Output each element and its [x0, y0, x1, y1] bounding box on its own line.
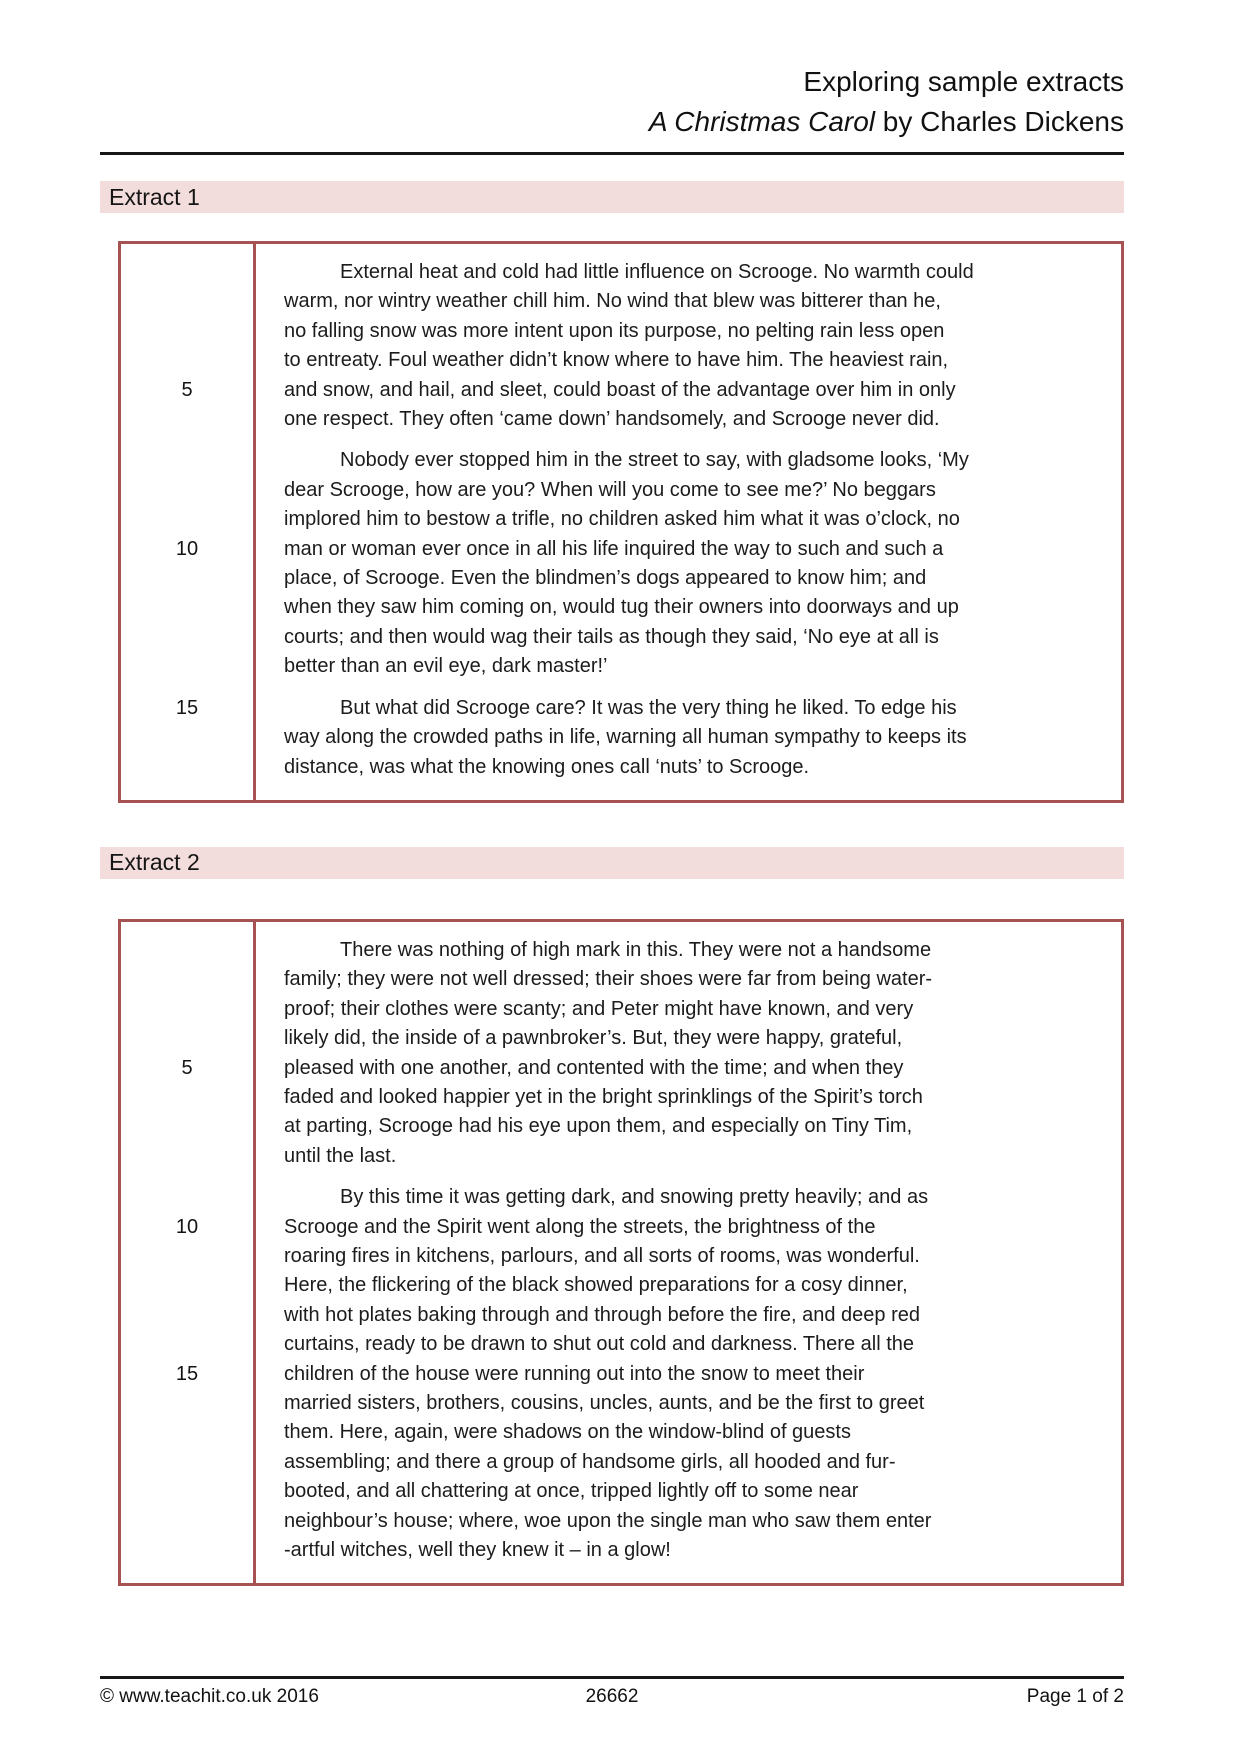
line-number-cell	[121, 1112, 253, 1141]
line-number-cell	[121, 965, 253, 994]
extract-line-row	[121, 376, 1121, 405]
line-number-cell	[121, 1142, 253, 1171]
extract-line-row	[121, 244, 1121, 287]
line-number-cell: 10	[175, 1215, 199, 1238]
extract-1-label-bar	[100, 181, 1124, 213]
extract-line-row	[121, 476, 1121, 505]
footer-divider	[100, 1676, 1124, 1679]
extract-line-row	[121, 965, 1121, 994]
extract-line-text: place, of Scrooge. Even the blindmen’s dogs appeared to know him; and	[253, 564, 1121, 593]
extract-line-text: dear Scrooge, how are you? When will you come to see me?’ No beggars	[253, 476, 1121, 505]
line-number-cell	[121, 287, 253, 316]
extract-line-row	[121, 1536, 1121, 1583]
line-number-cell: 15	[175, 1362, 199, 1385]
extract-line-text: and snow, and hail, and sleet, could boast of the advantage over him in only	[253, 376, 1121, 405]
extract-line-text: them. Here, again, were shadows on the window-blind of guests	[253, 1418, 1121, 1447]
extract-line-text: pleased with one another, and contented with the time; and when they	[253, 1054, 1121, 1083]
extract-line-row	[121, 593, 1121, 622]
extract-line-text: children of the house were running out into the snow to meet their	[253, 1360, 1121, 1389]
line-number-cell	[121, 346, 253, 375]
extract-line-text: with hot plates baking through and through before the fire, and deep red	[253, 1301, 1121, 1330]
extract-line-row	[121, 1142, 1121, 1171]
footer-document-id: 26662	[585, 1686, 639, 1708]
document-footer	[100, 1686, 1124, 1708]
footer-copyright: © www.teachit.co.uk 2016	[100, 1686, 319, 1708]
extract-line-row	[121, 682, 1121, 723]
extract-line-text: But what did Scrooge care? It was the very thing he liked. To edge his	[253, 682, 1121, 723]
line-number-cell	[121, 1507, 253, 1536]
extract-line-text: when they saw him coming on, would tug their owners into doorways and up	[253, 593, 1121, 622]
extract-line-text: -artful witches, well they knew it – in a glow!	[253, 1536, 1121, 1583]
extract-line-text: faded and looked happier yet in the bright sprinklings of the Spirit’s torch	[253, 1083, 1121, 1112]
extract-line-text: proof; their clothes were scanty; and Peter might have known, and very	[253, 995, 1121, 1024]
extract-line-row	[121, 287, 1121, 316]
extract-line-text: There was nothing of high mark in this. They were not a handsome	[253, 922, 1121, 965]
line-number-cell	[121, 1301, 253, 1330]
extract-line-row	[121, 1418, 1121, 1447]
line-number-cell	[121, 1242, 253, 1271]
extract-line-text: implored him to bestow a trifle, no children asked him what it was o’clock, no	[253, 505, 1121, 534]
extract-line-row	[121, 753, 1121, 800]
extract-line-text: married sisters, brothers, cousins, uncles, aunts, and be the first to greet	[253, 1389, 1121, 1418]
extract-line-row	[121, 623, 1121, 652]
extract-line-row	[121, 1448, 1121, 1477]
line-number-cell	[121, 1171, 253, 1212]
extract-line-row	[121, 1054, 1121, 1083]
extract-line-text: way along the crowded paths in life, warning all human sympathy to keeps its	[253, 723, 1121, 752]
extract-line-text: courts; and then would wag their tails as though they said, ‘No eye at all is	[253, 623, 1121, 652]
line-number-cell	[121, 1024, 253, 1053]
extract-line-row	[121, 652, 1121, 681]
extract-line-text: distance, was what the knowing ones call ‘nuts’ to Scrooge.	[253, 753, 1121, 800]
extract-line-row	[121, 1242, 1121, 1271]
page-subtitle	[100, 102, 1124, 142]
extract-line-text: man or woman ever once in all his life inquired the way to such and such a	[253, 535, 1121, 564]
extract-line-row	[121, 723, 1121, 752]
extract-line-row	[121, 1112, 1121, 1141]
extract-line-text: at parting, Scrooge had his eye upon them, and especially on Tiny Tim,	[253, 1112, 1121, 1141]
extract-line-text: roaring fires in kitchens, parlours, and all sorts of rooms, was wonderful.	[253, 1242, 1121, 1271]
worksheet-page	[100, 0, 1124, 1708]
extract-line-text: booted, and all chattering at once, tripped lightly off to some near	[253, 1477, 1121, 1506]
line-number-cell: 5	[181, 1056, 193, 1079]
extract-line-row	[121, 317, 1121, 346]
line-number-cell	[121, 753, 253, 800]
extract-line-text: better than an evil eye, dark master!’	[253, 652, 1121, 681]
extract-line-text: one respect. They often ‘came down’ handsomely, and Scrooge never did.	[253, 405, 1121, 434]
line-number-cell: 15	[175, 696, 199, 719]
page-title: Exploring sample extracts	[803, 66, 1124, 97]
extract-line-row	[121, 1171, 1121, 1212]
line-number-cell	[121, 317, 253, 346]
line-number-cell	[121, 593, 253, 622]
extract-line-text: Nobody ever stopped him in the street to say, with gladsome looks, ‘My	[253, 434, 1121, 475]
line-number-cell	[121, 922, 253, 965]
extract-2-label-bar	[100, 847, 1124, 879]
line-number-cell	[121, 1271, 253, 1300]
extract-line-row	[121, 1213, 1121, 1242]
line-number-cell	[121, 723, 253, 752]
line-number-cell	[121, 1448, 253, 1477]
line-number-cell	[121, 1083, 253, 1112]
extract-line-row	[121, 1477, 1121, 1506]
extract-line-text: assembling; and there a group of handsome girls, all hooded and fur-	[253, 1448, 1121, 1477]
line-number-cell	[121, 1330, 253, 1359]
extract-line-row	[121, 1507, 1121, 1536]
document-header	[100, 62, 1124, 155]
extract-line-text: By this time it was getting dark, and snowing pretty heavily; and as	[253, 1171, 1121, 1212]
line-number-cell	[121, 995, 253, 1024]
book-title: A Christmas Carol	[648, 106, 876, 137]
line-number-cell	[121, 476, 253, 505]
extract-line-row	[121, 564, 1121, 593]
extract-line-row	[121, 405, 1121, 434]
extract-1-table	[118, 241, 1124, 803]
extract-line-row	[121, 1330, 1121, 1359]
extract-line-row	[121, 995, 1121, 1024]
extract-2-table	[118, 919, 1124, 1587]
line-number-cell: 5	[181, 378, 193, 401]
line-number-cell	[121, 1477, 253, 1506]
extract-line-row	[121, 1083, 1121, 1112]
footer-page-number: Page 1 of 2	[1026, 1686, 1124, 1708]
line-number-cell	[121, 1418, 253, 1447]
line-number-cell	[121, 244, 253, 287]
line-number-cell	[121, 505, 253, 534]
extract-2-label: Extract 2	[109, 849, 200, 876]
extract-line-text: likely did, the inside of a pawnbroker’s. But, they were happy, grateful,	[253, 1024, 1121, 1053]
extract-line-text: neighbour’s house; where, woe upon the single man who saw them enter	[253, 1507, 1121, 1536]
line-number-cell	[121, 652, 253, 681]
extract-line-row	[121, 434, 1121, 475]
line-number-cell	[121, 434, 253, 475]
extract-line-text: Scrooge and the Spirit went along the streets, the brightness of the	[253, 1213, 1121, 1242]
line-number-cell	[121, 1389, 253, 1418]
extract-line-row	[121, 535, 1121, 564]
extract-line-row	[121, 1360, 1121, 1389]
extract-line-row	[121, 505, 1121, 534]
extract-line-text: family; they were not well dressed; their shoes were far from being water-	[253, 965, 1121, 994]
extract-line-text: curtains, ready to be drawn to shut out cold and darkness. There all the	[253, 1330, 1121, 1359]
line-number-cell	[121, 1536, 253, 1583]
book-author: by Charles Dickens	[875, 106, 1124, 137]
extract-1-label: Extract 1	[109, 183, 200, 210]
extract-line-text: Here, the flickering of the black showed preparations for a cosy dinner,	[253, 1271, 1121, 1300]
line-number-cell: 10	[175, 537, 199, 560]
extract-line-row	[121, 1024, 1121, 1053]
line-number-cell	[121, 564, 253, 593]
extract-line-row	[121, 1389, 1121, 1418]
line-number-cell	[121, 623, 253, 652]
extract-line-text: to entreaty. Foul weather didn’t know where to have him. The heaviest rain,	[253, 346, 1121, 375]
extract-line-row	[121, 346, 1121, 375]
extract-line-text: External heat and cold had little influence on Scrooge. No warmth could	[253, 244, 1121, 287]
extract-line-row	[121, 922, 1121, 965]
extract-line-row	[121, 1271, 1121, 1300]
extract-line-text: until the last.	[253, 1142, 1121, 1171]
extract-line-text: no falling snow was more intent upon its purpose, no pelting rain less open	[253, 317, 1121, 346]
extract-line-text: warm, nor wintry weather chill him. No wind that blew was bitterer than he,	[253, 287, 1121, 316]
extract-line-row	[121, 1301, 1121, 1330]
line-number-cell	[121, 405, 253, 434]
